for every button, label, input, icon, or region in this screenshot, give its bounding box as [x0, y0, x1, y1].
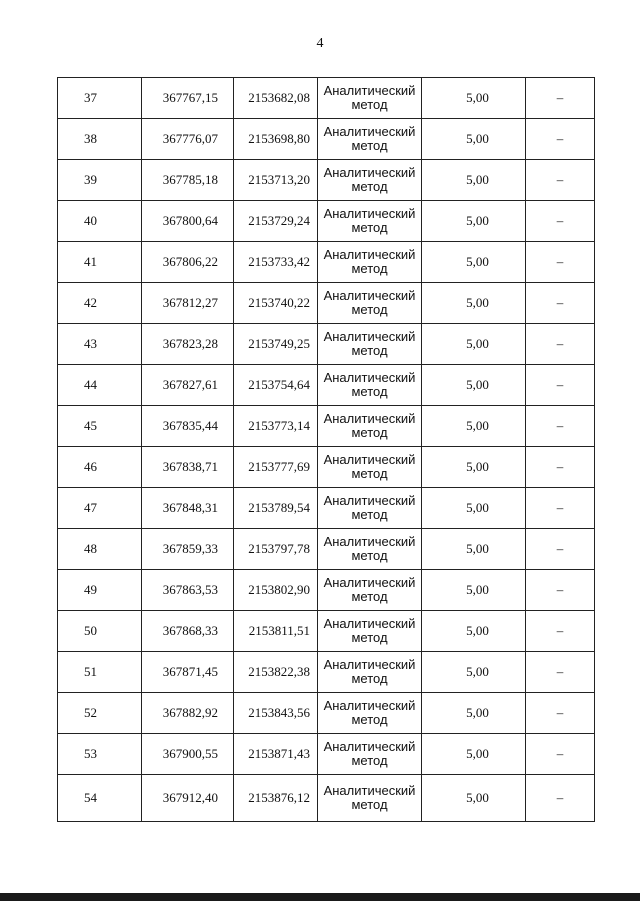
y-coordinate-cell: 2153777,69: [234, 447, 318, 488]
dash-cell: –: [526, 529, 595, 570]
accuracy-value-cell: 5,00: [422, 119, 526, 160]
x-coordinate-cell: 367800,64: [142, 201, 234, 242]
point-number-cell: 37: [58, 78, 142, 119]
method-line-1: Аналитический: [323, 493, 416, 508]
point-number-cell: 52: [58, 693, 142, 734]
accuracy-value-cell: 5,00: [422, 529, 526, 570]
method-line-1: Аналитический: [323, 247, 416, 262]
scan-bottom-edge: [0, 893, 640, 901]
method-line-2: метод: [351, 179, 388, 194]
method-cell: [318, 201, 422, 242]
x-coordinate-cell: 367823,28: [142, 324, 234, 365]
accuracy-value-cell: 5,00: [422, 734, 526, 775]
method-line-1: Аналитический: [323, 739, 416, 754]
dash-cell: –: [526, 488, 595, 529]
table-row: [58, 693, 595, 734]
x-coordinate-cell: 367827,61: [142, 365, 234, 406]
dash-cell: –: [526, 652, 595, 693]
x-coordinate-cell: 367776,07: [142, 119, 234, 160]
point-number-cell: 50: [58, 611, 142, 652]
method-line-2: метод: [351, 630, 388, 645]
point-number-cell: 42: [58, 283, 142, 324]
accuracy-value-cell: 5,00: [422, 78, 526, 119]
table-row: [58, 78, 595, 119]
method-cell: [318, 78, 422, 119]
dash-cell: –: [526, 365, 595, 406]
y-coordinate-cell: 2153729,24: [234, 201, 318, 242]
accuracy-value-cell: 5,00: [422, 611, 526, 652]
dash-cell: –: [526, 160, 595, 201]
x-coordinate-cell: 367835,44: [142, 406, 234, 447]
method-line-2: метод: [351, 712, 388, 727]
y-coordinate-cell: 2153822,38: [234, 652, 318, 693]
point-number-cell: 54: [58, 775, 142, 822]
method-line-1: Аналитический: [323, 83, 416, 98]
point-number-cell: 40: [58, 201, 142, 242]
method-line-2: метод: [351, 797, 388, 812]
accuracy-value-cell: 5,00: [422, 160, 526, 201]
y-coordinate-cell: 2153843,56: [234, 693, 318, 734]
accuracy-value-cell: 5,00: [422, 406, 526, 447]
x-coordinate-cell: 367785,18: [142, 160, 234, 201]
method-line-1: Аналитический: [323, 206, 416, 221]
x-coordinate-cell: 367863,53: [142, 570, 234, 611]
table-row: [58, 406, 595, 447]
method-cell: [318, 611, 422, 652]
dash-cell: –: [526, 775, 595, 822]
y-coordinate-cell: 2153749,25: [234, 324, 318, 365]
method-cell: [318, 529, 422, 570]
y-coordinate-cell: 2153773,14: [234, 406, 318, 447]
point-number-cell: 53: [58, 734, 142, 775]
table-row: [58, 488, 595, 529]
point-number-cell: 38: [58, 119, 142, 160]
method-line-1: Аналитический: [323, 534, 416, 549]
y-coordinate-cell: 2153789,54: [234, 488, 318, 529]
method-line-1: Аналитический: [323, 370, 416, 385]
y-coordinate-cell: 2153682,08: [234, 78, 318, 119]
method-line-2: метод: [351, 589, 388, 604]
page-number: 4: [316, 36, 324, 51]
table-row: [58, 283, 595, 324]
table-row: [58, 611, 595, 652]
method-cell: [318, 693, 422, 734]
dash-cell: –: [526, 324, 595, 365]
x-coordinate-cell: 367767,15: [142, 78, 234, 119]
y-coordinate-cell: 2153698,80: [234, 119, 318, 160]
method-line-1: Аналитический: [323, 329, 416, 344]
method-cell: [318, 775, 422, 822]
accuracy-value-cell: 5,00: [422, 365, 526, 406]
y-coordinate-cell: 2153797,78: [234, 529, 318, 570]
accuracy-value-cell: 5,00: [422, 242, 526, 283]
table-row: [58, 734, 595, 775]
method-line-2: метод: [351, 302, 388, 317]
method-line-1: Аналитический: [323, 124, 416, 139]
dash-cell: –: [526, 447, 595, 488]
point-number-cell: 49: [58, 570, 142, 611]
point-number-cell: 41: [58, 242, 142, 283]
accuracy-value-cell: 5,00: [422, 652, 526, 693]
method-line-2: метод: [351, 97, 388, 112]
y-coordinate-cell: 2153876,12: [234, 775, 318, 822]
point-number-cell: 47: [58, 488, 142, 529]
table-row: [58, 365, 595, 406]
y-coordinate-cell: 2153733,42: [234, 242, 318, 283]
point-number-cell: 45: [58, 406, 142, 447]
x-coordinate-cell: 367900,55: [142, 734, 234, 775]
point-number-cell: 51: [58, 652, 142, 693]
table-row: [58, 570, 595, 611]
table-row: [58, 160, 595, 201]
y-coordinate-cell: 2153740,22: [234, 283, 318, 324]
x-coordinate-cell: 367848,31: [142, 488, 234, 529]
method-line-1: Аналитический: [323, 616, 416, 631]
method-cell: [318, 406, 422, 447]
x-coordinate-cell: 367912,40: [142, 775, 234, 822]
method-cell: [318, 365, 422, 406]
method-line-2: метод: [351, 138, 388, 153]
accuracy-value-cell: 5,00: [422, 693, 526, 734]
point-number-cell: 44: [58, 365, 142, 406]
table-row: [58, 242, 595, 283]
accuracy-value-cell: 5,00: [422, 201, 526, 242]
method-cell: [318, 447, 422, 488]
method-line-1: Аналитический: [323, 288, 416, 303]
method-cell: [318, 119, 422, 160]
method-line-1: Аналитический: [323, 575, 416, 590]
method-line-1: Аналитический: [323, 165, 416, 180]
dash-cell: –: [526, 119, 595, 160]
method-line-2: метод: [351, 507, 388, 522]
method-line-2: метод: [351, 220, 388, 235]
accuracy-value-cell: 5,00: [422, 324, 526, 365]
x-coordinate-cell: 367868,33: [142, 611, 234, 652]
dash-cell: –: [526, 406, 595, 447]
dash-cell: –: [526, 734, 595, 775]
accuracy-value-cell: 5,00: [422, 775, 526, 822]
method-line-1: Аналитический: [323, 783, 416, 798]
method-line-2: метод: [351, 384, 388, 399]
table-row: [58, 119, 595, 160]
accuracy-value-cell: 5,00: [422, 488, 526, 529]
x-coordinate-cell: 367882,92: [142, 693, 234, 734]
table-row: [58, 652, 595, 693]
table-row: [58, 775, 595, 822]
accuracy-value-cell: 5,00: [422, 283, 526, 324]
table-row: [58, 324, 595, 365]
point-number-cell: 39: [58, 160, 142, 201]
y-coordinate-cell: 2153802,90: [234, 570, 318, 611]
method-line-2: метод: [351, 671, 388, 686]
x-coordinate-cell: 367838,71: [142, 447, 234, 488]
method-cell: [318, 160, 422, 201]
dash-cell: –: [526, 283, 595, 324]
method-cell: [318, 570, 422, 611]
x-coordinate-cell: 367806,22: [142, 242, 234, 283]
y-coordinate-cell: 2153754,64: [234, 365, 318, 406]
method-line-2: метод: [351, 261, 388, 276]
method-line-1: Аналитический: [323, 452, 416, 467]
method-line-1: Аналитический: [323, 411, 416, 426]
method-cell: [318, 324, 422, 365]
x-coordinate-cell: 367871,45: [142, 652, 234, 693]
method-cell: [318, 488, 422, 529]
accuracy-value-cell: 5,00: [422, 447, 526, 488]
method-cell: [318, 652, 422, 693]
table-row: [58, 201, 595, 242]
dash-cell: –: [526, 570, 595, 611]
method-line-2: метод: [351, 425, 388, 440]
method-line-1: Аналитический: [323, 657, 416, 672]
point-number-cell: 48: [58, 529, 142, 570]
method-line-2: метод: [351, 343, 388, 358]
dash-cell: –: [526, 611, 595, 652]
method-line-1: Аналитический: [323, 698, 416, 713]
point-number-cell: 43: [58, 324, 142, 365]
x-coordinate-cell: 367812,27: [142, 283, 234, 324]
method-line-2: метод: [351, 753, 388, 768]
method-line-2: метод: [351, 466, 388, 481]
table-row: [58, 529, 595, 570]
coordinates-table: [57, 77, 595, 822]
method-cell: [318, 734, 422, 775]
point-number-cell: 46: [58, 447, 142, 488]
dash-cell: –: [526, 693, 595, 734]
y-coordinate-cell: 2153871,43: [234, 734, 318, 775]
dash-cell: –: [526, 201, 595, 242]
method-line-2: метод: [351, 548, 388, 563]
y-coordinate-cell: 2153713,20: [234, 160, 318, 201]
dash-cell: –: [526, 78, 595, 119]
y-coordinate-cell: 2153811,51: [234, 611, 318, 652]
method-cell: [318, 242, 422, 283]
dash-cell: –: [526, 242, 595, 283]
x-coordinate-cell: 367859,33: [142, 529, 234, 570]
method-cell: [318, 283, 422, 324]
table-row: [58, 447, 595, 488]
accuracy-value-cell: 5,00: [422, 570, 526, 611]
